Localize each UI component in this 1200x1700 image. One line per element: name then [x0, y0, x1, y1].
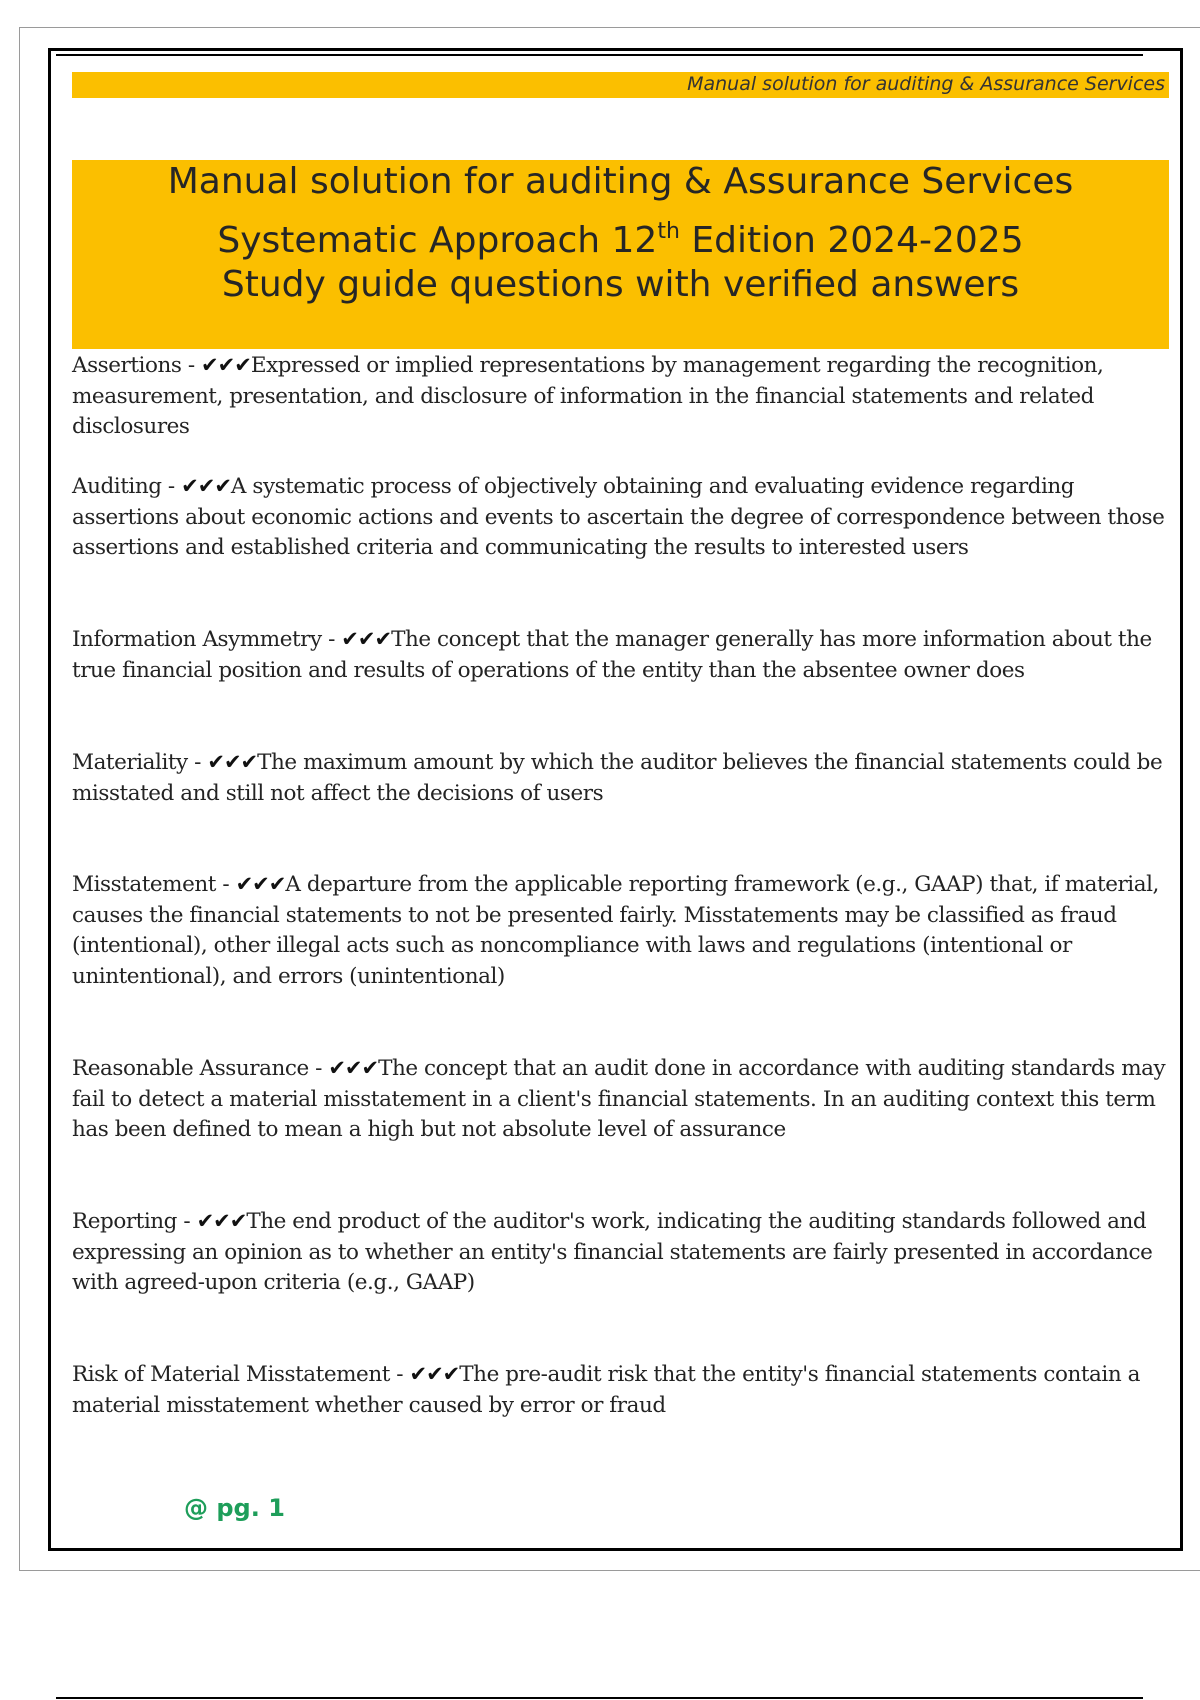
check-marks-icon: ✔✔✔	[235, 872, 286, 896]
top-rule	[56, 54, 1143, 56]
check-marks-icon: ✔✔✔	[328, 1056, 379, 1080]
glossary-entry-assertions	[72, 350, 1172, 443]
title-line-1: Manual solution for auditing & Assurance Services	[167, 161, 1074, 202]
check-marks-icon: ✔✔✔	[201, 353, 251, 377]
entry-term: Auditing -	[72, 474, 182, 499]
entry-term: Information Asymmetry -	[72, 627, 342, 652]
check-marks-icon: ✔✔✔	[341, 627, 392, 651]
entry-definition: A systematic process of objectively obtaining and evaluating evidence regarding assertions about economic actions and events to ascertain the degree of correspondence between those assertions and established criteria and communicating the results to interested users	[72, 474, 1165, 560]
glossary-entry-reasonable-assurance	[72, 1053, 1172, 1146]
entry-definition: Expressed or implied representations by management regarding the recognition, measurement, presentation, and disclosure of information in the financial statements and related disclosures	[72, 353, 1104, 439]
entry-term: Risk of Material Misstatement -	[72, 1362, 410, 1387]
check-marks-icon: ✔✔✔	[196, 1209, 247, 1233]
entry-term: Reporting -	[72, 1209, 197, 1234]
entry-term: Misstatement -	[72, 872, 236, 897]
bottom-rule	[56, 1697, 1143, 1699]
glossary-entry-reporting	[72, 1206, 1172, 1299]
glossary-entry-information-asymmetry	[72, 624, 1172, 686]
entry-definition: The concept that an audit done in accordance with auditing standards may fail to detect a material misstatement in a client's financial statements. In an auditing context this term has been defined to mean a high but not absolute level of assurance	[72, 1056, 1166, 1142]
entry-definition: A departure from the applicable reporting framework (e.g., GAAP) that, if material, causes the financial statements to not be presented fairly. Misstatements may be classified as fraud (intentional), other illegal acts such as noncompliance with laws and regulations (intentional or unintentional), and errors (unintentional)	[72, 872, 1159, 989]
title-ordinal-suffix: th	[657, 219, 680, 244]
page-number: @ pg. 1	[184, 1494, 285, 1522]
glossary-entry-misstatement	[72, 869, 1172, 992]
entry-definition: The maximum amount by which the auditor believes the financial statements could be misstated and still not affect the decisions of users	[72, 750, 1163, 806]
title-block	[72, 160, 1169, 349]
entry-definition: The end product of the auditor's work, indicating the auditing standards followed and expressing an opinion as to whether an entity's financial statements are fairly presented in accordance with agreed-upon criteria (e.g., GAAP)	[72, 1209, 1153, 1295]
check-marks-icon: ✔✔✔	[181, 474, 231, 498]
entry-term: Reasonable Assurance -	[72, 1056, 329, 1081]
check-marks-icon: ✔✔✔	[207, 750, 258, 774]
glossary-entry-auditing	[72, 471, 1172, 564]
title-edition-number: Systematic Approach 12	[217, 220, 658, 261]
check-marks-icon: ✔✔✔	[409, 1362, 460, 1386]
entry-term: Materiality -	[72, 750, 208, 775]
glossary-entry-materiality	[72, 747, 1172, 809]
entry-term: Assertions -	[72, 353, 202, 378]
running-title: Manual solution for auditing & Assurance Services	[687, 73, 1165, 95]
title-edition-years: Edition 2024-2025	[679, 220, 1024, 261]
entry-definition: The pre-audit risk that the entity's financial statements contain a material misstatement whether caused by error or fraud	[72, 1362, 1140, 1418]
glossary-entry-risk-of-material-misstatement	[72, 1359, 1172, 1421]
entry-definition: The concept that the manager generally has more information about the true financial position and results of operations of the entity than the absentee owner does	[72, 627, 1152, 683]
title-line-3: Study guide questions with verified answers	[221, 264, 1020, 305]
title-line-2	[72, 217, 1169, 265]
header-band	[72, 72, 1169, 98]
